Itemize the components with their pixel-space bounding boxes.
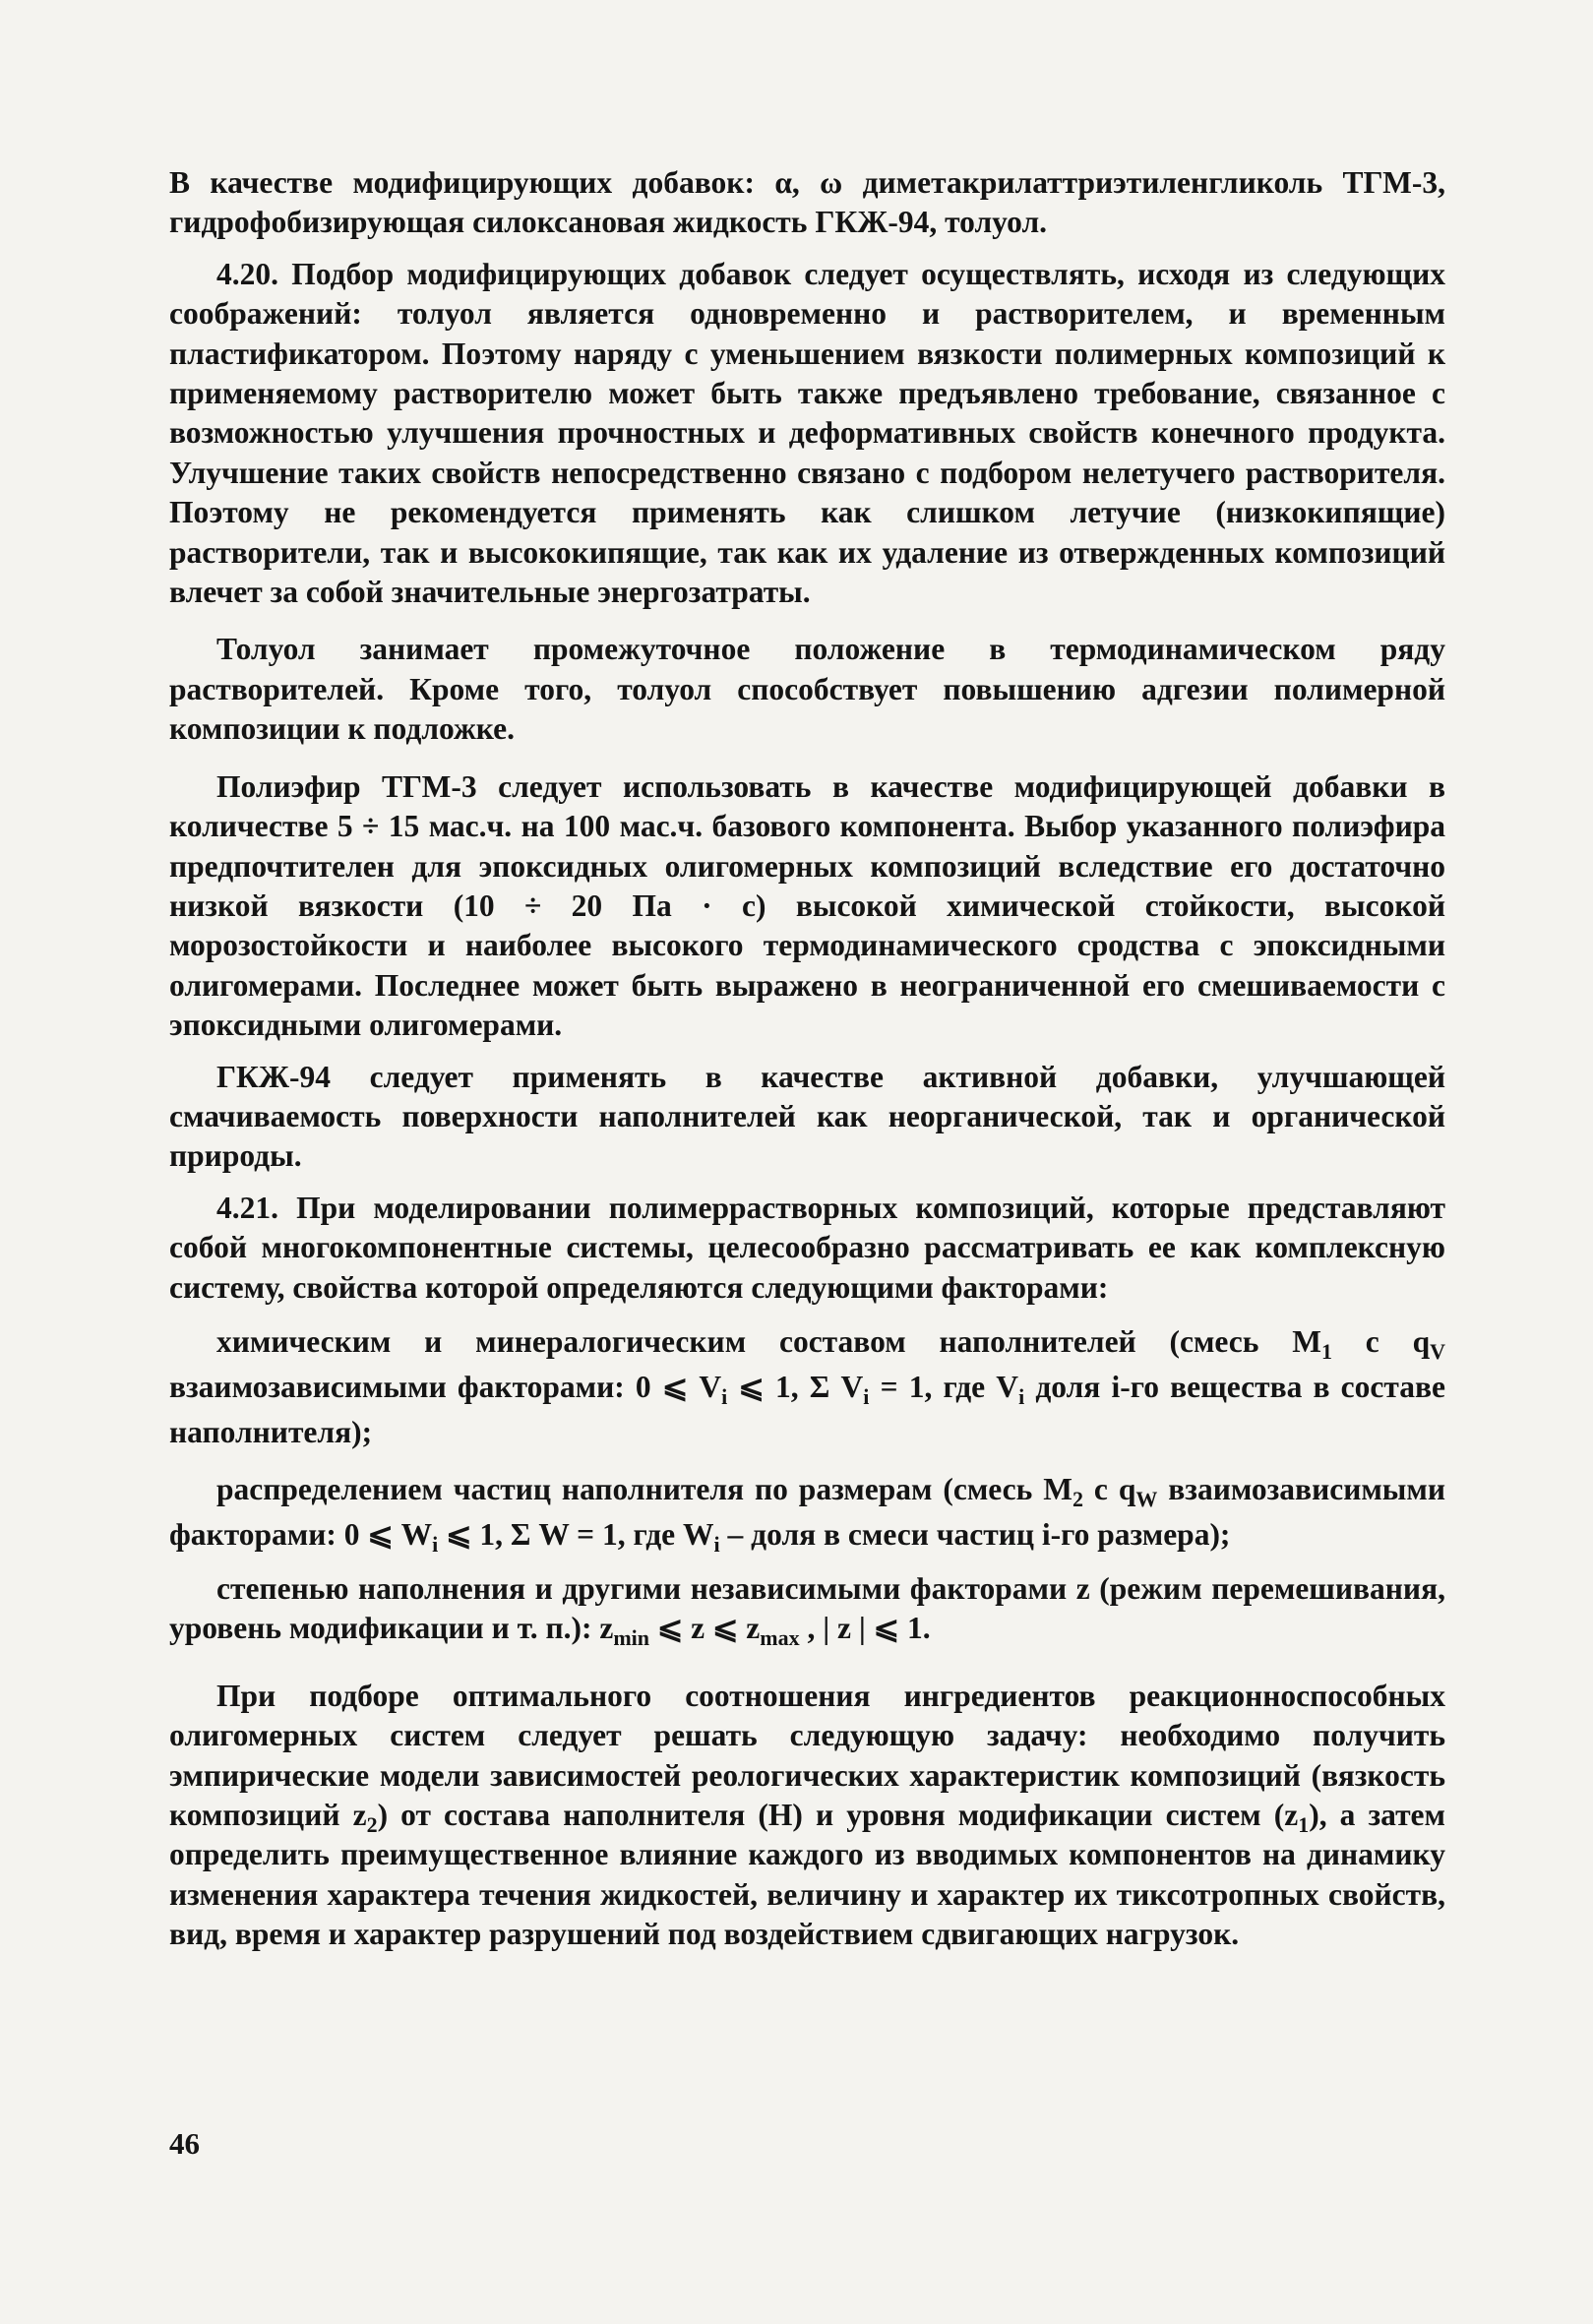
paragraph-optimal-ratio-c: ), а затем определить преимущественное влияние каждого из вводимых компонентов на динамику изменения характера течения жидкостей, величину и характер их тиксотропных свойств, вид, время и характер разрушений под воздействием сдвигающих нагрузок. bbox=[169, 1798, 1445, 1952]
section-number-4-21: 4.21. bbox=[216, 1190, 278, 1225]
factor-1-sub-1: 1 bbox=[1320, 1338, 1332, 1364]
factor-1-sub-2: V bbox=[1430, 1338, 1445, 1364]
factor-1-text-b: с q bbox=[1331, 1323, 1431, 1359]
factor-1-sub-3: i bbox=[721, 1383, 728, 1409]
factor-2-text-e: – доля в смеси частиц i-го размера); bbox=[719, 1516, 1231, 1552]
factor-2-sub-2: W bbox=[1135, 1486, 1158, 1511]
factor-filling-degree bbox=[169, 1569, 1445, 1649]
paragraph-4-21 bbox=[169, 1189, 1445, 1308]
paragraph-gkzh94: ГКЖ-94 следует применять в качестве активной добавки, улучшающей смачиваемость поверхности наполнителей как неорганической, так и органической природы. bbox=[169, 1059, 1445, 1174]
factor-3-text-b: ⩽ z ⩽ z bbox=[649, 1611, 761, 1646]
factor-1-sub-4: i bbox=[863, 1383, 870, 1409]
factor-1-text-e: = 1, где V bbox=[869, 1369, 1019, 1404]
factor-2-text-a: распределением частиц наполнителя по размерам (смесь M bbox=[216, 1471, 1072, 1506]
factor-3-text-c: , | z | ⩽ 1. bbox=[799, 1611, 931, 1646]
factor-2-sub-1: 2 bbox=[1072, 1486, 1083, 1511]
factor-2-sub-4: i bbox=[713, 1531, 720, 1557]
paragraph-4-20 bbox=[169, 255, 1445, 613]
paragraph-4-20-text: Подбор модифицирующих добавок следует осуществлять, исходя из следующих соображений: толуол является одновременно и растворителем, и временным пластификатором. Поэтому наряду с уменьшением вязкости полимерных композиций к применяемому растворителю может быть также предъявлено требование, связанное с возможностью улучшения прочностных и деформативных свойств конечного продукта. Улучшение таких свойств непосредственно связано с подбором нелетучего растворителя. Поэтому не рекомендуется применять как слишком летучие (низкокипящие) растворители, так и высококипящие, так как их удаление из отвержденных композиций влечет за собой значительные энергозатраты. bbox=[169, 256, 1446, 610]
paragraph-4-21-text: При моделировании полимеррастворных композиций, которые представляют собой многокомпонентные системы, целесообразно рассматривать ее как комплексную систему, свойства которой определяются следующими факторами: bbox=[169, 1190, 1445, 1305]
paragraph-optimal-ratio-sub-2: 1 bbox=[1298, 1812, 1310, 1837]
paragraph-polyester-tgm3: Полиэфир ТГМ-3 следует использовать в качестве модифицирующей добавки в количестве 5 ÷ 15 мас.ч. на 100 мас.ч. базового компонента. Выбор указанного полиэфира предпочтителен для эпоксидных олигомерных композиций вследствие его достаточно низкой вязкости (10 ÷ 20 Па · с) высокой химической стойкости, высокой морозостойкости и наиболее высокого термодинамического сродства с эпоксидными олигомерами. Последнее может быть выражено в неограниченной его смешиваемости с эпоксидными олигомерами. bbox=[169, 768, 1445, 1043]
paragraph-optimal-ratio-sub-1: 2 bbox=[366, 1812, 378, 1837]
factor-1-text-f: доля i-го вещества в составе наполнителя); bbox=[169, 1369, 1445, 1449]
page-number: 46 bbox=[169, 2126, 200, 2161]
paragraph-optimal-ratio-a: При подборе оптимального соотношения ингредиентов реакционноспособных олигомерных систем следует решать следующую задачу: необходимо получить эмпирические модели зависимостей реологических характеристик композиций (вязкость композиций z bbox=[169, 1678, 1445, 1832]
factor-3-sub-1: min bbox=[613, 1625, 649, 1651]
factor-2-sub-3: i bbox=[432, 1531, 439, 1557]
factor-chemical-composition bbox=[169, 1319, 1445, 1455]
section-number-4-20: 4.20. bbox=[216, 256, 278, 291]
paragraph-optimal-ratio bbox=[169, 1677, 1445, 1955]
factor-3-text-a: степенью наполнения и другими независимыми факторами z (режим перемешивания, уровень модификации и т. п.): z bbox=[169, 1570, 1445, 1646]
factor-1-text-a: химическим и минералогическим составом наполнителей (смесь M bbox=[216, 1323, 1321, 1359]
factor-particle-distribution bbox=[169, 1467, 1445, 1558]
factor-1-text-d: ⩽ 1, Σ V bbox=[727, 1369, 864, 1404]
factor-3-sub-2: max bbox=[760, 1625, 800, 1651]
paragraph-optimal-ratio-b: ) от состава наполнителя (Н) и уровня модификации систем (z bbox=[377, 1798, 1299, 1832]
factor-2-text-c: взаимозависимыми факторами: 0 ⩽ W bbox=[169, 1471, 1446, 1552]
paragraph-toluene: Толуол занимает промежуточное положение в термодинамическом ряду растворителей. Кроме того, толуол способствует повышению адгезии полимерной композиции к подложке. bbox=[169, 632, 1445, 747]
factor-2-text-b: с q bbox=[1082, 1471, 1136, 1506]
paragraph-modifying-additives: В качестве модифицирующих добавок: α, ω диметакрилаттриэтиленгликоль ТГМ-3, гидрофобизирующая силоксановая жидкость ГКЖ-94, толуол. bbox=[169, 165, 1445, 240]
factor-1-sub-5: i bbox=[1018, 1383, 1025, 1409]
factor-2-text-d: ⩽ 1, Σ W = 1, где W bbox=[438, 1516, 714, 1552]
factor-1-text-c: взаимозависимыми факторами: 0 ⩽ V bbox=[169, 1369, 722, 1404]
